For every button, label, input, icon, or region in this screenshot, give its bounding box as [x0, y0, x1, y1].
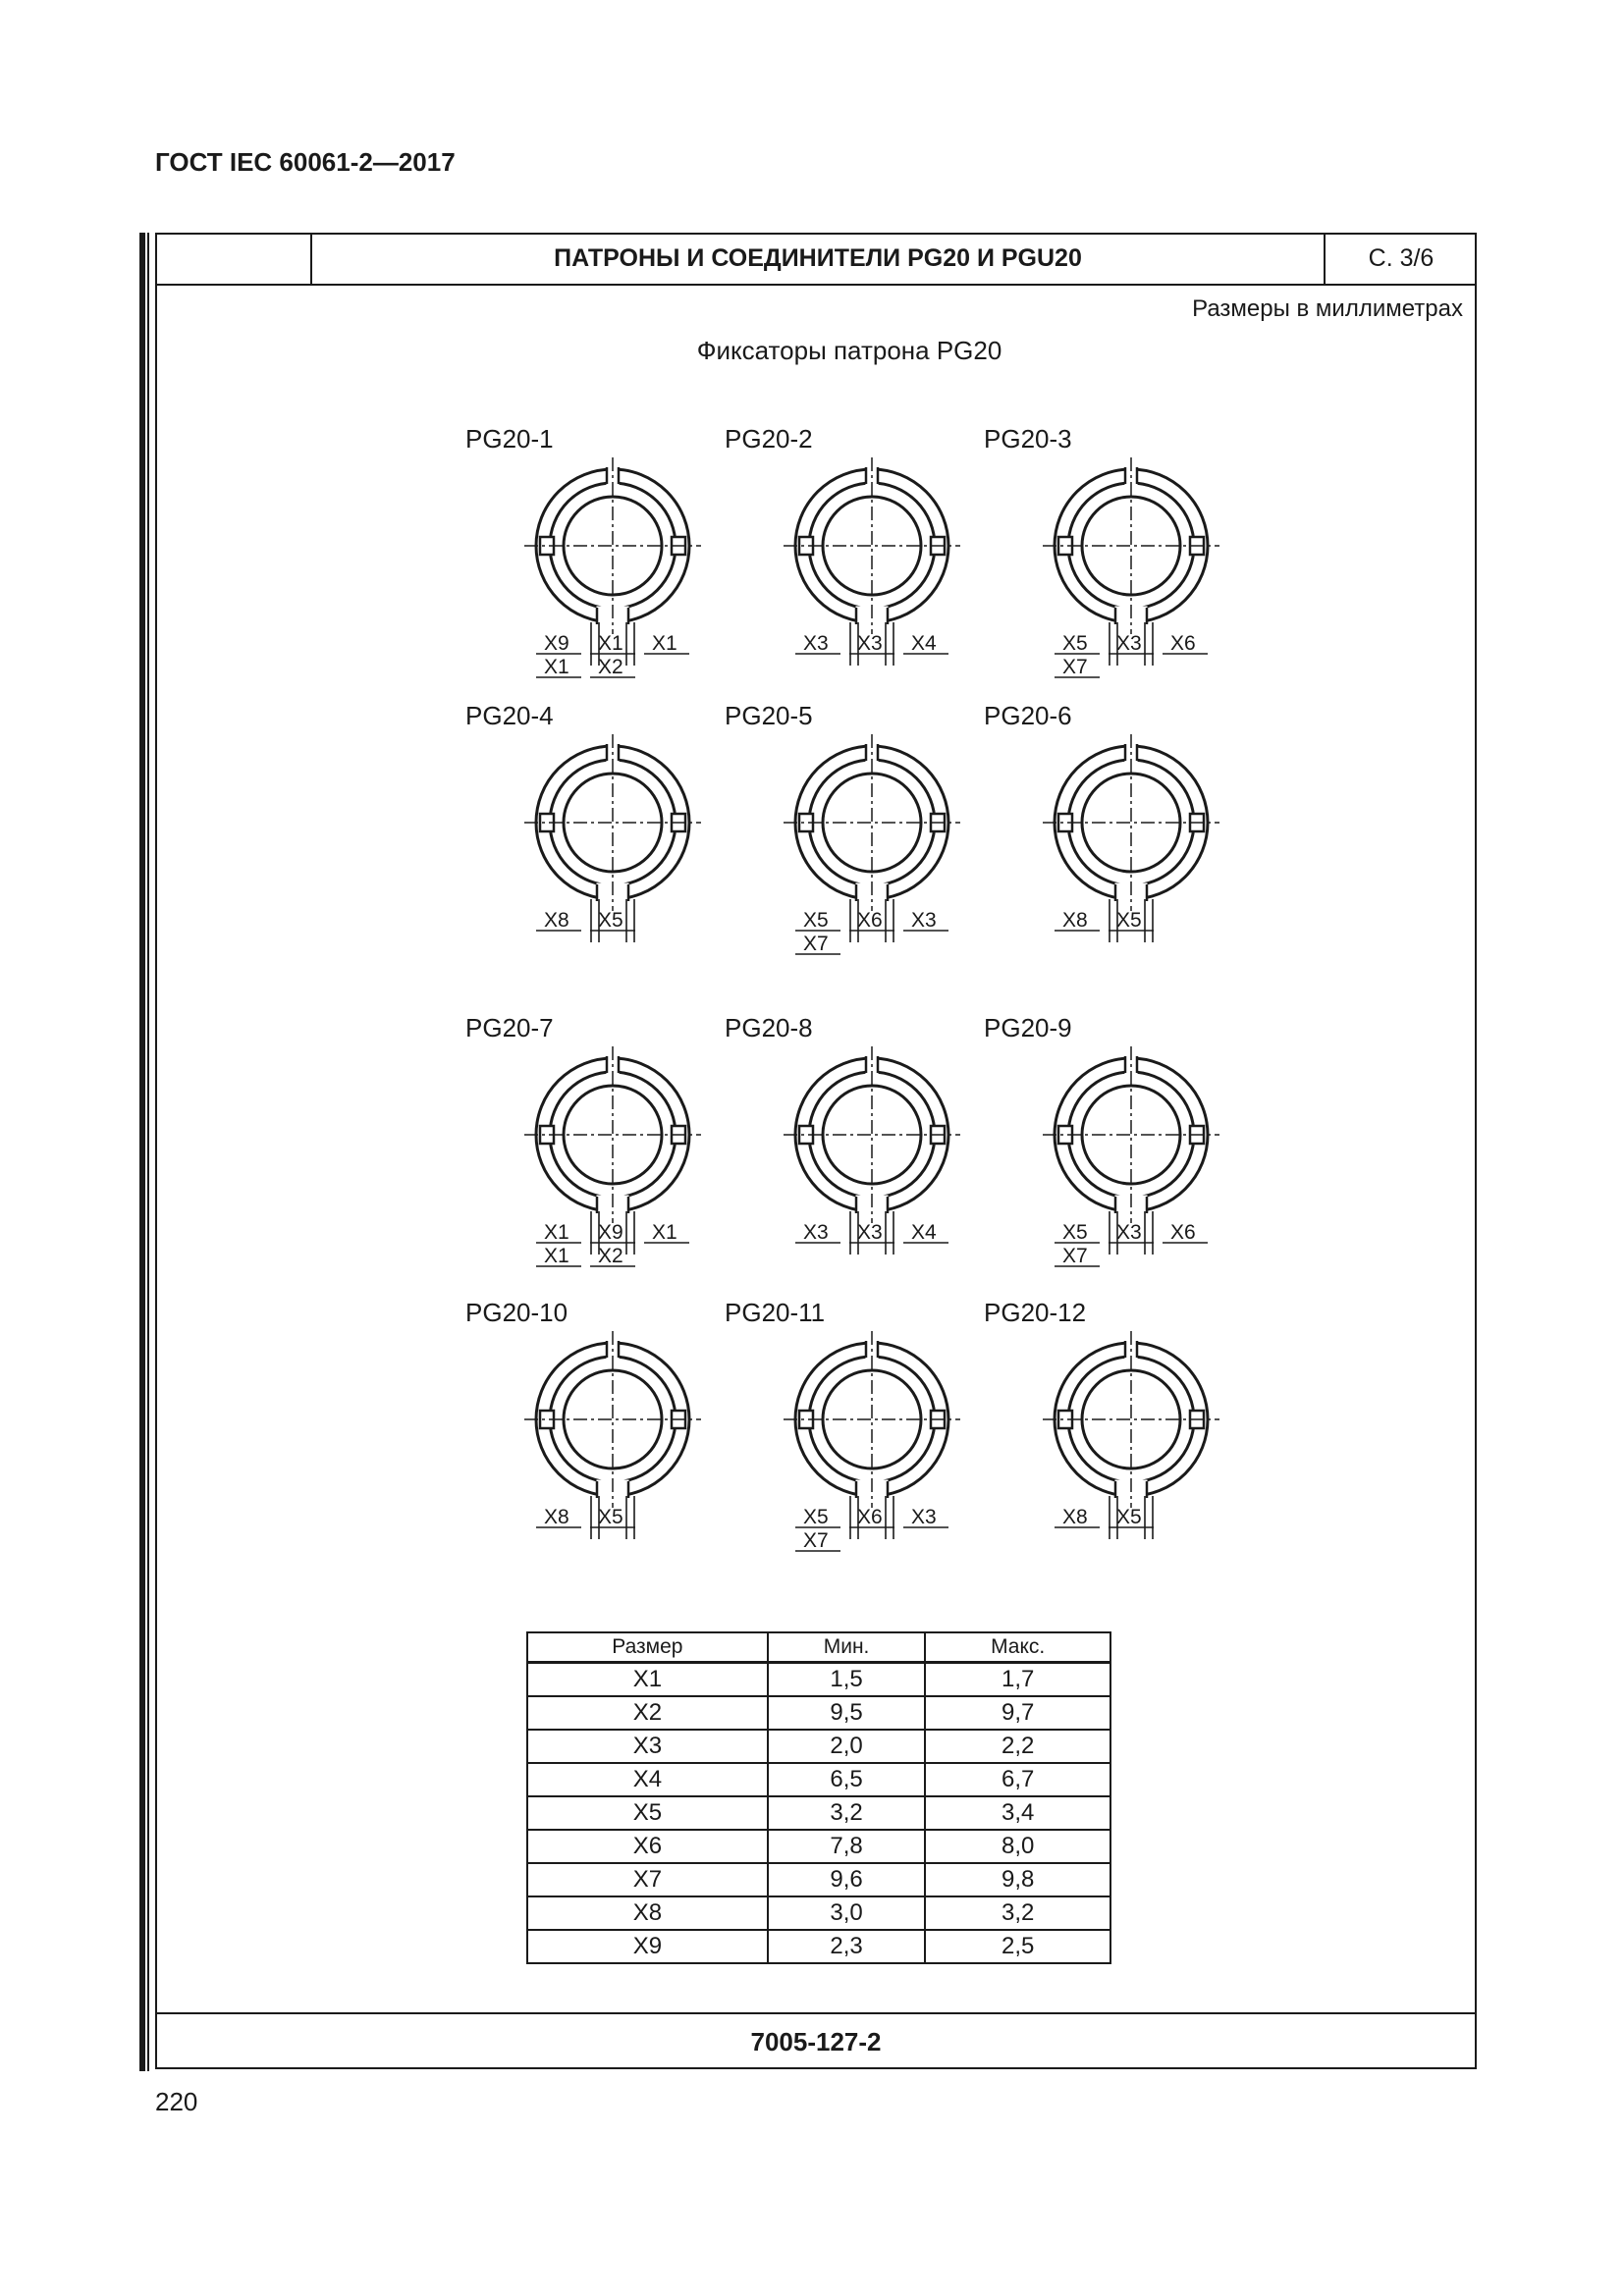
- min-cell: 9,6: [768, 1863, 926, 1896]
- dimension-label: X3: [857, 632, 883, 655]
- min-cell: 2,3: [768, 1930, 926, 1963]
- size-cell: X2: [527, 1696, 768, 1730]
- min-cell: 9,5: [768, 1696, 926, 1730]
- size-cell: X4: [527, 1763, 768, 1796]
- dimension-label: X8: [544, 1506, 569, 1528]
- table-row: [527, 1930, 1110, 1963]
- table-row: [527, 1663, 1110, 1697]
- document-header: ГОСТ IEC 60061-2—2017: [155, 147, 456, 177]
- figure-label: PG20-1: [465, 424, 554, 454]
- dimension-label: X3: [803, 1221, 829, 1244]
- dimension-label: X1: [652, 1221, 677, 1244]
- retainer-figure: [725, 1013, 960, 1255]
- dimension-label: X2: [598, 656, 623, 678]
- col-min-header: Мин.: [768, 1632, 926, 1663]
- dimension-label: X3: [1116, 632, 1142, 655]
- dimension-label: X1: [544, 1221, 569, 1244]
- max-cell: 2,5: [925, 1930, 1110, 1963]
- max-cell: 1,7: [925, 1663, 1110, 1697]
- dimension-label: X5: [598, 909, 623, 932]
- dimension-label: X1: [544, 1245, 569, 1267]
- min-cell: 1,5: [768, 1663, 926, 1697]
- figure-label: PG20-10: [465, 1298, 568, 1327]
- sheet-code: 7005-127-2: [155, 2012, 1477, 2069]
- table-row: [527, 1730, 1110, 1763]
- dimension-label: X5: [1062, 1221, 1088, 1244]
- dimension-label: X1: [598, 632, 623, 655]
- col-size-header: Размер: [527, 1632, 768, 1663]
- figure-label: PG20-4: [465, 701, 554, 730]
- page-number: 220: [155, 2087, 198, 2116]
- size-cell: X5: [527, 1796, 768, 1830]
- col-max-header: Макс.: [925, 1632, 1110, 1663]
- dimension-label: X6: [857, 909, 883, 932]
- figure-label: PG20-2: [725, 424, 813, 454]
- title-blank-cell: [155, 233, 312, 284]
- dimension-label: X9: [598, 1221, 623, 1244]
- dimension-label: X4: [911, 1221, 937, 1244]
- title-row: [155, 233, 1477, 286]
- dimension-label: X8: [544, 909, 569, 932]
- min-cell: 3,2: [768, 1796, 926, 1830]
- retainer-figure: [465, 701, 701, 942]
- retainer-figure: [465, 424, 701, 678]
- dimension-label: X1: [652, 632, 677, 655]
- dimension-label: X6: [1170, 1221, 1196, 1244]
- max-cell: 9,7: [925, 1696, 1110, 1730]
- retainer-figure: [725, 1298, 960, 1552]
- retainer-ring: [1043, 1331, 1219, 1508]
- retainer-figure: [725, 701, 960, 955]
- dimension-label: X6: [1170, 632, 1196, 655]
- retainer-figure: [984, 424, 1219, 678]
- table-row: [527, 1796, 1110, 1830]
- dimension-label: X5: [598, 1506, 623, 1528]
- retainer-ring: [784, 457, 960, 634]
- table-row: [527, 1830, 1110, 1863]
- retainer-drawings: [155, 373, 1477, 1639]
- dimension-label: X8: [1062, 909, 1088, 932]
- dimension-label: X7: [1062, 656, 1088, 678]
- retainer-ring: [784, 1046, 960, 1223]
- table-row: [527, 1763, 1110, 1796]
- figure-label: PG20-7: [465, 1013, 554, 1042]
- retainer-ring: [1043, 734, 1219, 911]
- max-cell: 9,8: [925, 1863, 1110, 1896]
- figure-label: PG20-6: [984, 701, 1072, 730]
- size-cell: X8: [527, 1896, 768, 1930]
- max-cell: 3,4: [925, 1796, 1110, 1830]
- figure-label: PG20-9: [984, 1013, 1072, 1042]
- table-row: [527, 1696, 1110, 1730]
- size-cell: X9: [527, 1930, 768, 1963]
- dimension-label: X9: [544, 632, 569, 655]
- dimension-label: X5: [803, 1506, 829, 1528]
- dimension-label: X3: [1116, 1221, 1142, 1244]
- dimension-label: X8: [1062, 1506, 1088, 1528]
- size-cell: X1: [527, 1663, 768, 1697]
- retainer-ring: [524, 1046, 701, 1223]
- min-cell: 3,0: [768, 1896, 926, 1930]
- dimension-label: X2: [598, 1245, 623, 1267]
- figure-label: PG20-8: [725, 1013, 813, 1042]
- binding-bar: [139, 233, 145, 2071]
- retainer-figure: [984, 701, 1219, 942]
- retainer-figure: [465, 1013, 701, 1267]
- retainer-figure: [984, 1298, 1219, 1539]
- max-cell: 3,2: [925, 1896, 1110, 1930]
- units-note: Размеры в миллиметрах: [1192, 295, 1463, 322]
- retainer-ring: [1043, 1046, 1219, 1223]
- dimension-label: X5: [1062, 632, 1088, 655]
- dimension-label: X5: [803, 909, 829, 932]
- sheet-title: ПАТРОНЫ И СОЕДИНИТЕЛИ PG20 И PGU20: [554, 244, 1082, 272]
- table-row: [527, 1896, 1110, 1930]
- min-cell: 7,8: [768, 1830, 926, 1863]
- max-cell: 2,2: [925, 1730, 1110, 1763]
- table-row: [527, 1863, 1110, 1896]
- retainer-figure: [984, 1013, 1219, 1267]
- dimension-label: X5: [1116, 909, 1142, 932]
- dimension-label: X6: [857, 1506, 883, 1528]
- dimension-label: X4: [911, 632, 937, 655]
- retainer-figure: [465, 1298, 701, 1539]
- retainer-ring: [524, 734, 701, 911]
- size-cell: X3: [527, 1730, 768, 1763]
- dimension-label: X7: [803, 933, 829, 955]
- figure-label: PG20-11: [725, 1298, 826, 1327]
- figure-label: PG20-5: [725, 701, 813, 730]
- dimension-label: X3: [857, 1221, 883, 1244]
- dimension-table: [526, 1631, 1111, 1964]
- dimension-label: X3: [911, 909, 937, 932]
- binding-bar-thin: [147, 233, 149, 2071]
- dimension-label: X1: [544, 656, 569, 678]
- dimension-label: X5: [1116, 1506, 1142, 1528]
- retainer-ring: [784, 734, 960, 911]
- min-cell: 6,5: [768, 1763, 926, 1796]
- dimension-label: X3: [803, 632, 829, 655]
- dimension-label: X7: [1062, 1245, 1088, 1267]
- figure-label: PG20-12: [984, 1298, 1087, 1327]
- size-cell: X7: [527, 1863, 768, 1896]
- table-header-row: [527, 1632, 1110, 1663]
- sheet-page: С. 3/6: [1324, 233, 1477, 284]
- figure-label: PG20-3: [984, 424, 1072, 454]
- retainer-ring: [1043, 457, 1219, 634]
- drawing-subtitle: Фиксаторы патрона PG20: [696, 336, 1002, 365]
- retainer-ring: [784, 1331, 960, 1508]
- min-cell: 2,0: [768, 1730, 926, 1763]
- retainer-ring: [524, 457, 701, 634]
- retainer-ring: [524, 1331, 701, 1508]
- dimension-label: X3: [911, 1506, 937, 1528]
- dimension-label: X7: [803, 1529, 829, 1552]
- max-cell: 8,0: [925, 1830, 1110, 1863]
- retainer-figure: [725, 424, 960, 666]
- max-cell: 6,7: [925, 1763, 1110, 1796]
- size-cell: X6: [527, 1830, 768, 1863]
